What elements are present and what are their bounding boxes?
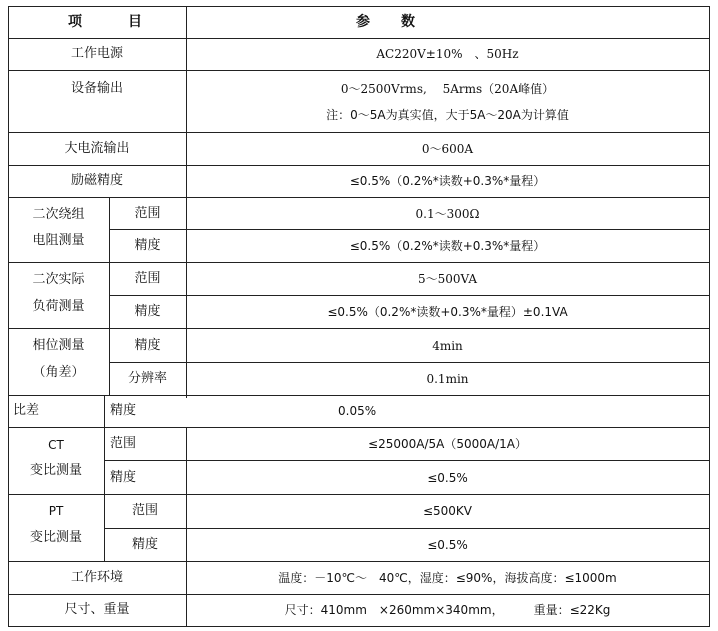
pt-label-2: 变比测量 bbox=[29, 530, 82, 545]
header-param-a: 参 bbox=[356, 14, 370, 30]
output-note: 注：0～5A为真实值，大于5A～20A为计算值 bbox=[326, 108, 569, 122]
phase-res-value: 0.1min bbox=[426, 372, 469, 386]
burden-acc-value: ≤0.5%（0.2%*读数+0.3%*量程）±0.1VA bbox=[327, 305, 568, 319]
excitation-value: ≤0.5%（0.2%*读数+0.3%*量程） bbox=[349, 174, 546, 188]
ct-label-2: 变比测量 bbox=[29, 463, 82, 478]
power-value: AC220V±10% 、50Hz bbox=[376, 47, 519, 61]
burden-label-2: 负荷测量 bbox=[32, 299, 85, 314]
excitation-label: 励磁精度 bbox=[70, 173, 123, 188]
environment-value: 温度：－10℃～ 40℃，湿度：≤90%，海拔高度：≤1000m bbox=[278, 571, 617, 585]
ratio-error-label: 比差 bbox=[13, 403, 40, 418]
ct-range-label: 范围 bbox=[110, 436, 137, 451]
environment-label: 工作环境 bbox=[70, 570, 123, 585]
winding-range-value: 0.1～300Ω bbox=[415, 207, 480, 221]
winding-acc-label: 精度 bbox=[134, 238, 161, 253]
burden-range-label: 范围 bbox=[134, 271, 161, 286]
burden-acc-label: 精度 bbox=[134, 304, 161, 319]
header-item-b: 目 bbox=[128, 14, 142, 30]
pt-range-label: 范围 bbox=[131, 503, 158, 518]
phase-acc-label: 精度 bbox=[134, 338, 161, 353]
phase-label-1: 相位测量 bbox=[32, 338, 85, 353]
header-param-b: 数 bbox=[401, 14, 415, 30]
header-item-a: 项 bbox=[68, 14, 82, 30]
winding-range-label: 范围 bbox=[134, 206, 161, 221]
pt-acc-value: ≤0.5% bbox=[427, 538, 468, 552]
high-current-label: 大电流输出 bbox=[64, 141, 130, 156]
winding-label-2: 电阻测量 bbox=[32, 233, 85, 248]
power-label: 工作电源 bbox=[70, 46, 123, 61]
pt-acc-label: 精度 bbox=[131, 537, 158, 552]
pt-range-value: ≤500KV bbox=[422, 504, 473, 518]
winding-acc-value: ≤0.5%（0.2%*读数+0.3%*量程） bbox=[349, 239, 546, 253]
high-current-value: 0～600A bbox=[421, 142, 474, 156]
pt-label-1: PT bbox=[48, 504, 64, 518]
phase-label-2: （角差） bbox=[32, 365, 85, 380]
burden-label-1: 二次实际 bbox=[32, 272, 85, 287]
ct-label-1: CT bbox=[48, 438, 64, 452]
ratio-error-acc-value: 0.05% bbox=[338, 404, 377, 418]
ct-acc-label: 精度 bbox=[110, 470, 137, 485]
size-weight-value: 尺寸：410mm ×260mm×340mm， 重量：≤22Kg bbox=[284, 603, 611, 617]
size-weight-label: 尺寸、重量 bbox=[64, 602, 130, 617]
output-value-1: 0～2500Vrms, 5Arms（20A峰值） bbox=[340, 82, 555, 96]
ct-range-value: ≤25000A/5A（5000A/1A） bbox=[368, 437, 527, 451]
ct-acc-value: ≤0.5% bbox=[427, 471, 468, 485]
ratio-error-acc-label: 精度 bbox=[110, 403, 137, 418]
output-label: 设备输出 bbox=[70, 81, 123, 96]
phase-acc-value: 4min bbox=[432, 339, 463, 353]
phase-res-label: 分辨率 bbox=[127, 371, 167, 386]
winding-label-1: 二次绕组 bbox=[32, 207, 85, 222]
burden-range-value: 5～500VA bbox=[417, 272, 478, 286]
